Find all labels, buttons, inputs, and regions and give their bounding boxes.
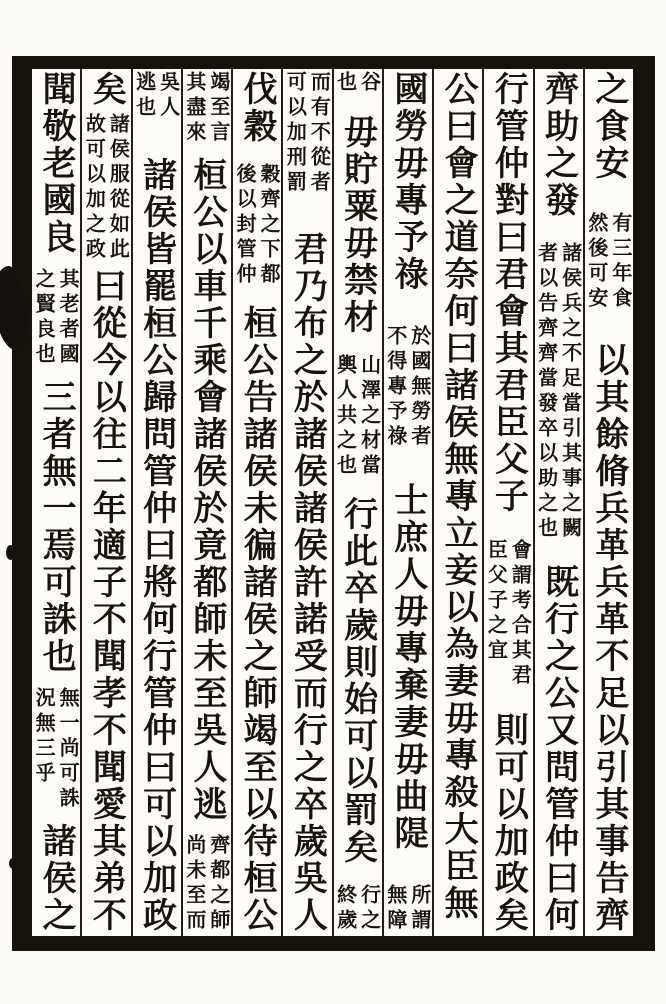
annotation-note [334, 71, 382, 96]
main-text-run: 齊助之發 [538, 71, 579, 219]
annotation-left-column: 臣父子之宜 [484, 538, 509, 664]
annotation-note [535, 242, 583, 542]
text-columns-container [32, 69, 633, 936]
text-column-1 [583, 69, 633, 936]
text-column-9 [181, 69, 231, 936]
annotation-right-column: 無一尚可誅 [56, 686, 81, 812]
annotation-right-column: 齊都之師 [206, 834, 231, 934]
main-text-run: 既行之公又問管仲曰何 [538, 564, 579, 934]
main-text-run: 諸侯皆罷桓公歸問管仲曰將何行管仲曰可以加政 [136, 157, 177, 934]
annotation-left-column: 尚未至而 [182, 834, 207, 934]
annotation-left-column: 然後可安 [584, 212, 609, 312]
main-text-run: 之食安 [588, 71, 629, 182]
annotation-right-column: 所謂 [407, 884, 432, 934]
annotation-right-column: 於國無勞者 [407, 325, 432, 450]
main-text-run: 則可以加政矣 [488, 712, 529, 934]
main-text-run: 諸侯之 [36, 823, 77, 934]
annotation-left-column: 無障 [383, 884, 408, 934]
annotation-right-column: 其老者國 [56, 267, 81, 368]
annotation-note [334, 354, 382, 479]
annotation-right-column: 吳人 [156, 71, 181, 121]
annotation-left-column: 者以告齊齊當發卒以助之也 [534, 241, 559, 542]
main-text-run: 以其餘脩兵革兵革不足以引其事告齊 [588, 342, 629, 934]
main-text-run: 行此卒歲則始可以罰矣 [337, 496, 378, 867]
annotation-note [384, 325, 432, 450]
annotation-left-column: 也 [333, 71, 358, 96]
annotation-right-column: 竭至言 [206, 71, 231, 146]
annotation-left-column: 可以加刑罰 [283, 71, 308, 196]
annotation-note [384, 884, 432, 934]
annotation-right-column: 行之 [357, 884, 382, 934]
main-text-run: 矣 [86, 71, 127, 108]
text-column-4 [432, 69, 482, 936]
annotation-note [233, 163, 281, 288]
main-text-run: 桓公告諸侯未徧諸侯之師竭至以待桓公 [237, 305, 278, 934]
text-column-12 [32, 69, 80, 936]
annotation-right-column: 穀齊之下都 [257, 162, 282, 288]
annotation-right-column: 諸侯兵之不足當引其事之闕 [558, 241, 583, 542]
main-text-run: 聞敬老國良 [36, 71, 77, 256]
annotation-right-column: 山澤之材當 [357, 353, 382, 479]
main-text-run: 國勞毋專予祿 [387, 71, 428, 293]
main-text-run: 三者無一焉可誅也 [36, 379, 77, 675]
annotation-left-column: 後以封管仲 [233, 162, 258, 288]
main-text-run: 士庶人毋專棄妻毋曲隄 [387, 482, 428, 852]
annotation-left-column: 終歲 [333, 884, 358, 934]
main-text-run: 君乃布之於諸侯諸侯許諾受而行之卒歲吳人 [287, 231, 328, 934]
annotation-note [32, 687, 80, 812]
text-column-10 [131, 69, 181, 936]
annotation-left-column: 況無三乎 [32, 686, 57, 787]
annotation-note [334, 884, 382, 934]
text-column-5 [382, 69, 432, 936]
annotation-left-column: 之賢良也 [32, 267, 57, 368]
main-text-run: 毋貯粟毋禁材 [337, 113, 378, 336]
text-column-2 [533, 69, 583, 936]
annotation-note [183, 71, 231, 146]
text-column-6 [332, 69, 382, 936]
annotation-right-column: 有三年食 [608, 212, 633, 312]
ink-speck [6, 545, 15, 560]
annotation-right-column: 而有不從者 [307, 71, 332, 196]
annotation-left-column: 逃也 [132, 71, 157, 121]
annotation-note [585, 212, 633, 312]
annotation-right-column: 會謂考合其君 [508, 538, 533, 689]
page-frame [12, 56, 655, 951]
text-column-11 [80, 69, 130, 936]
text-column-3 [482, 69, 532, 936]
annotation-left-column: 其盡來 [182, 71, 207, 146]
annotation-left-column: 不得專予祿 [383, 325, 408, 450]
annotation-note [183, 834, 231, 934]
annotation-note [82, 113, 130, 263]
text-column-8 [231, 69, 281, 936]
annotation-left-column: 故可以加之政 [82, 113, 107, 263]
main-text-run: 桓公以車千乘會諸侯於竟都師未至吳人逃 [186, 157, 227, 823]
annotation-note [283, 71, 331, 196]
annotation-right-column: 谷 [357, 71, 382, 96]
annotation-note [32, 268, 80, 368]
main-text-run: 伐穀 [237, 71, 278, 145]
main-text-run: 行管仲對曰君會其君臣父子 [488, 71, 529, 515]
main-text-run: 公曰會之道奈何曰諸侯無專立妾以為妻毋專殺大臣無 [438, 71, 479, 922]
annotation-note [133, 71, 181, 121]
annotation-left-column: 輿人共之也 [333, 353, 358, 479]
annotation-right-column: 諸侯服從如此 [106, 113, 131, 263]
text-column-7 [281, 69, 331, 936]
ink-speck [9, 858, 17, 869]
main-text-run: 曰從今以往二年適子不聞孝不聞愛其弟不 [86, 268, 127, 934]
annotation-note [484, 539, 532, 689]
